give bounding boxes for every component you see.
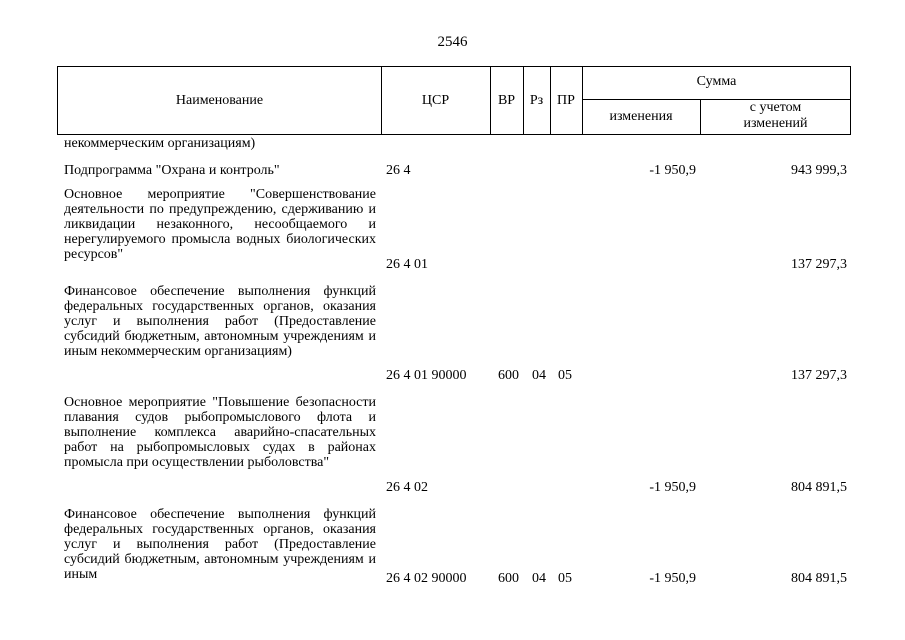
- row-rz: 04: [532, 368, 546, 383]
- row-name: Финансовое обеспечение выполнения функций федеральных государственных органов, оказания услуг и выполнения работ (Предоставление субсидий бюджетным, автономным учреждениям и иным некоммерческим организациям): [64, 284, 376, 359]
- header-rz: Рз: [529, 93, 544, 108]
- header-vr: ВР: [497, 93, 516, 108]
- row-csr: 26 4 02: [386, 480, 428, 495]
- row-total: 943 999,3: [791, 163, 847, 178]
- header-total-line1: с учетом: [749, 100, 802, 115]
- row-change: -1 950,9: [649, 571, 696, 586]
- row-name: некоммерческим организациям): [64, 136, 256, 151]
- header-sum: Сумма: [696, 74, 737, 89]
- row-name: Подпрограмма "Охрана и контроль": [64, 163, 280, 178]
- row-vr: 600: [498, 368, 519, 383]
- row-name: Финансовое обеспечение выполнения функций федеральных государственных органов, оказания услуг и выполнения работ (Предоставление субсидий бюджетным, автономным учреждениям и иным: [64, 507, 376, 582]
- row-change: -1 950,9: [649, 163, 696, 178]
- row-total: 804 891,5: [791, 480, 847, 495]
- header-change: изменения: [609, 109, 673, 124]
- row-total: 804 891,5: [791, 571, 847, 586]
- row-csr: 26 4 01: [386, 257, 428, 272]
- header-total-line2: изменений: [743, 116, 808, 131]
- row-rz: 04: [532, 571, 546, 586]
- row-pr: 05: [558, 571, 572, 586]
- page-number: 2546: [437, 34, 468, 50]
- table-header: [57, 66, 851, 135]
- row-total: 137 297,3: [791, 368, 847, 383]
- row-name: Основное мероприятие "Совершенствование деятельности по предупреждению, сдерживанию и ликвидации незаконного, несообщаемого и нерегулируемого промысла водных биологических ресурсов": [64, 187, 376, 262]
- row-change: -1 950,9: [649, 480, 696, 495]
- row-total: 137 297,3: [791, 257, 847, 272]
- row-pr: 05: [558, 368, 572, 383]
- row-vr: 600: [498, 571, 519, 586]
- header-pr: ПР: [557, 93, 575, 108]
- header-name: Наименование: [175, 93, 264, 108]
- header-csr: ЦСР: [421, 93, 450, 108]
- row-csr: 26 4 01 90000: [386, 368, 467, 383]
- row-csr: 26 4 02 90000: [386, 571, 467, 586]
- row-csr: 26 4: [386, 163, 411, 178]
- row-name: Основное мероприятие "Повышение безопасности плавания судов рыбопромыслового флота и выполнение комплекса аварийно-спасательных работ на рыбопромысловых судах в районах промысла при осуществлении рыболовства": [64, 395, 376, 470]
- header-total: [700, 100, 851, 132]
